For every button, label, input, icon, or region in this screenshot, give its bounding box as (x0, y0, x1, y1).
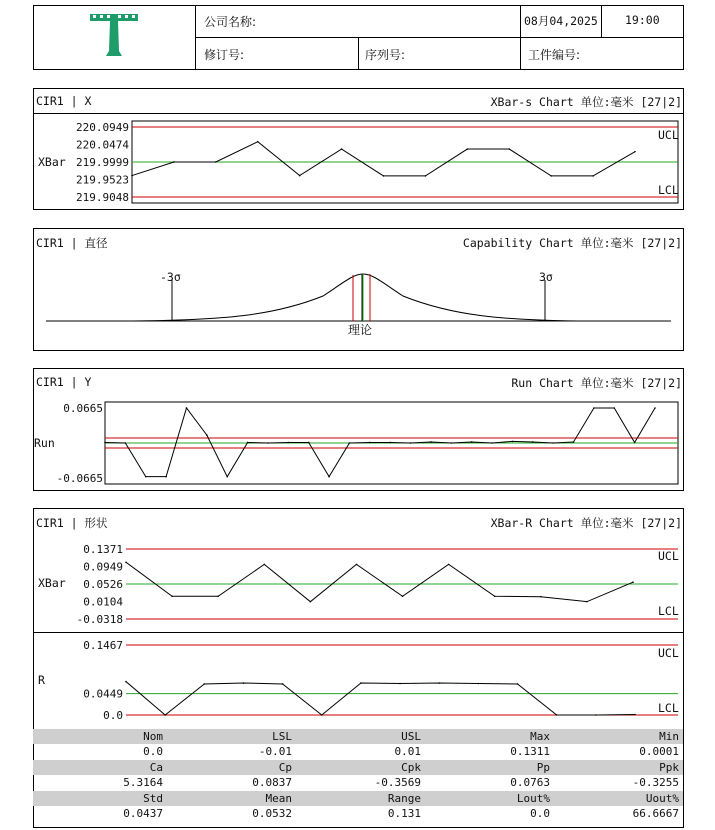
data-point (217, 595, 219, 597)
xbar-r-lcl-label: LCL (658, 604, 679, 618)
y-tick-label: 219.9999 (76, 155, 129, 169)
y-tick-label: 220.0949 (76, 121, 129, 134)
xbar-s-lcl-label: LCL (658, 183, 679, 197)
data-point (540, 596, 542, 598)
xbar-r-chart (33, 535, 684, 632)
xbar-r-title-right: XBar-R Chart 单位:毫米 [27|2] (490, 516, 682, 530)
data-point (654, 407, 656, 409)
data-point (532, 441, 534, 443)
y-tick-label: 219.9048 (76, 191, 129, 204)
data-point (430, 441, 432, 443)
data-point (243, 682, 245, 684)
data-point (131, 175, 133, 177)
range-ylabel: R (38, 673, 45, 687)
xbar-s-title-right: XBar-s Chart 单位:毫米 [27|2] (490, 95, 682, 109)
data-point (171, 595, 173, 597)
capability-title-left: CIR1 | 直径 (36, 236, 108, 250)
data-point (586, 601, 588, 603)
data-point (508, 148, 510, 150)
data-point (634, 151, 636, 153)
data-point (467, 148, 469, 150)
stat-label: Range (387, 792, 421, 805)
stat-value: 0.0532 (252, 807, 292, 820)
stat-value: 66.6667 (632, 807, 679, 820)
stat-value: 0.01 (394, 745, 421, 758)
data-point (308, 442, 310, 444)
y-tick-label: 0.0104 (83, 595, 123, 609)
stat-label: Mean (265, 792, 292, 805)
data-point (425, 175, 427, 177)
neg-3sigma-label: -3σ (160, 270, 181, 284)
stat-label: Uout% (645, 792, 679, 805)
report-date: 08月04,2025 (524, 14, 598, 28)
data-point (206, 434, 208, 436)
data-point (173, 161, 175, 163)
data-point (634, 714, 636, 716)
stat-value: -0.3255 (632, 776, 679, 789)
data-point (402, 595, 404, 597)
capability-title-right: Capability Chart 单位:毫米 [27|2] (462, 236, 682, 250)
series-line (126, 562, 633, 601)
xbar-r-title-left: CIR1 | 形状 (36, 516, 108, 530)
data-point (341, 148, 343, 150)
data-point (226, 476, 228, 478)
data-point (263, 564, 265, 566)
stat-value: -0.3569 (374, 776, 421, 789)
data-point (632, 581, 634, 583)
data-point (321, 714, 323, 716)
data-point (512, 441, 514, 443)
data-point (471, 441, 473, 443)
data-point (383, 175, 385, 177)
data-point (556, 714, 558, 716)
data-point (592, 175, 594, 177)
stat-value: 0.0763 (510, 776, 550, 789)
stat-value: 0.0437 (123, 807, 163, 820)
xbar-r-ylabel: XBar (38, 576, 66, 590)
data-point (104, 442, 106, 444)
stat-label: Lout% (516, 792, 550, 805)
data-point (399, 683, 401, 685)
y-tick-label: 0.0 (103, 709, 123, 722)
stats-row-3-values (33, 806, 683, 821)
data-point (186, 407, 188, 409)
xbar-r-ucl-label: UCL (658, 549, 679, 563)
data-point (299, 175, 301, 177)
stat-value: 0.1311 (510, 745, 550, 758)
data-point (478, 683, 480, 685)
data-point (356, 564, 358, 566)
data-point (257, 141, 259, 143)
data-point (125, 681, 127, 683)
data-point (552, 442, 554, 444)
stat-label: Cp (278, 761, 292, 774)
stat-label: Max (530, 730, 550, 743)
stat-label: USL (401, 730, 421, 743)
series-line (105, 408, 655, 477)
stat-label: Min (659, 730, 679, 743)
data-point (593, 407, 595, 409)
data-point (165, 476, 167, 478)
y-tick-label: -0.0665 (56, 472, 103, 485)
data-point (247, 442, 249, 444)
data-point (288, 442, 290, 444)
xbar-s-ucl-label: UCL (658, 128, 679, 142)
y-tick-label: 0.1371 (83, 543, 123, 556)
data-point (310, 601, 312, 603)
stat-label: Cpk (401, 761, 421, 774)
series-line (132, 142, 635, 176)
y-tick-label: -0.0318 (76, 613, 123, 626)
run-title-left: CIR1 | Y (36, 375, 92, 389)
stats-row-2-labels (33, 760, 683, 775)
work-number-label: 工件编号: (528, 48, 581, 62)
xbar-s-title-left: CIR1 | X (36, 94, 92, 108)
stat-label: LSL (272, 730, 292, 743)
range-lcl-label: LCL (658, 701, 679, 715)
data-point (215, 161, 217, 163)
stat-label: Ca (149, 761, 163, 774)
serial-label: 序列号: (365, 48, 406, 62)
stat-label: Pp (536, 761, 550, 774)
stats-row-3-labels (33, 791, 683, 806)
stat-value: 0.0 (143, 745, 163, 758)
pos-3sigma-label: 3σ (539, 270, 553, 284)
stat-label: Ppk (659, 761, 679, 774)
data-point (448, 564, 450, 566)
stat-value: 0.0001 (639, 745, 679, 758)
data-point (573, 441, 575, 443)
run-ylabel: Run (34, 436, 55, 450)
data-point (517, 683, 519, 685)
data-point (267, 442, 269, 444)
data-point (349, 442, 351, 444)
run-chart (33, 395, 684, 490)
stat-value: 5.3164 (123, 776, 163, 789)
company-logo-icon (88, 11, 140, 61)
stats-row-1-labels (33, 729, 683, 744)
y-tick-label: 219.9523 (76, 173, 129, 187)
data-point (164, 714, 166, 716)
data-point (282, 683, 284, 685)
range-ucl-label: UCL (658, 646, 679, 660)
data-point (125, 442, 127, 444)
report-time: 19:00 (625, 13, 660, 27)
data-point (450, 442, 452, 444)
stat-value: 0.0 (530, 807, 550, 820)
series-line (126, 682, 635, 715)
y-tick-label: 220.0474 (76, 138, 129, 152)
stat-label: Nom (143, 730, 163, 743)
data-point (369, 442, 371, 444)
stat-value: 0.0837 (252, 776, 292, 789)
data-point (389, 442, 391, 444)
y-tick-label: 0.1467 (83, 639, 123, 652)
data-point (328, 476, 330, 478)
data-point (145, 476, 147, 478)
xbar-s-ylabel: XBar (38, 155, 66, 169)
data-point (438, 682, 440, 684)
data-point (360, 682, 362, 684)
y-tick-label: 0.0949 (83, 560, 123, 574)
data-point (494, 595, 496, 597)
normal-curve (133, 274, 578, 321)
data-point (491, 442, 493, 444)
stats-row-1-values (33, 744, 683, 759)
data-point (410, 442, 412, 444)
y-tick-label: 0.0449 (83, 687, 123, 701)
stat-value: -0.01 (258, 745, 292, 758)
data-point (125, 562, 127, 564)
xbar-s-chart (33, 114, 684, 209)
stat-value: 0.131 (387, 807, 421, 820)
data-point (595, 714, 597, 716)
revision-label: 修订号: (204, 48, 245, 62)
stats-row-2-values (33, 775, 683, 790)
data-point (204, 683, 206, 685)
y-tick-label: 0.0526 (83, 578, 123, 592)
data-point (613, 407, 615, 409)
stat-label: Std (143, 792, 163, 805)
company-name-label: 公司名称: (204, 15, 257, 29)
range-chart (33, 633, 684, 728)
data-point (550, 175, 552, 177)
theory-label: 理论 (348, 323, 373, 337)
data-point (634, 442, 636, 444)
y-tick-label: 0.0665 (63, 402, 103, 415)
run-title-right: Run Chart 单位:毫米 [27|2] (511, 376, 682, 390)
